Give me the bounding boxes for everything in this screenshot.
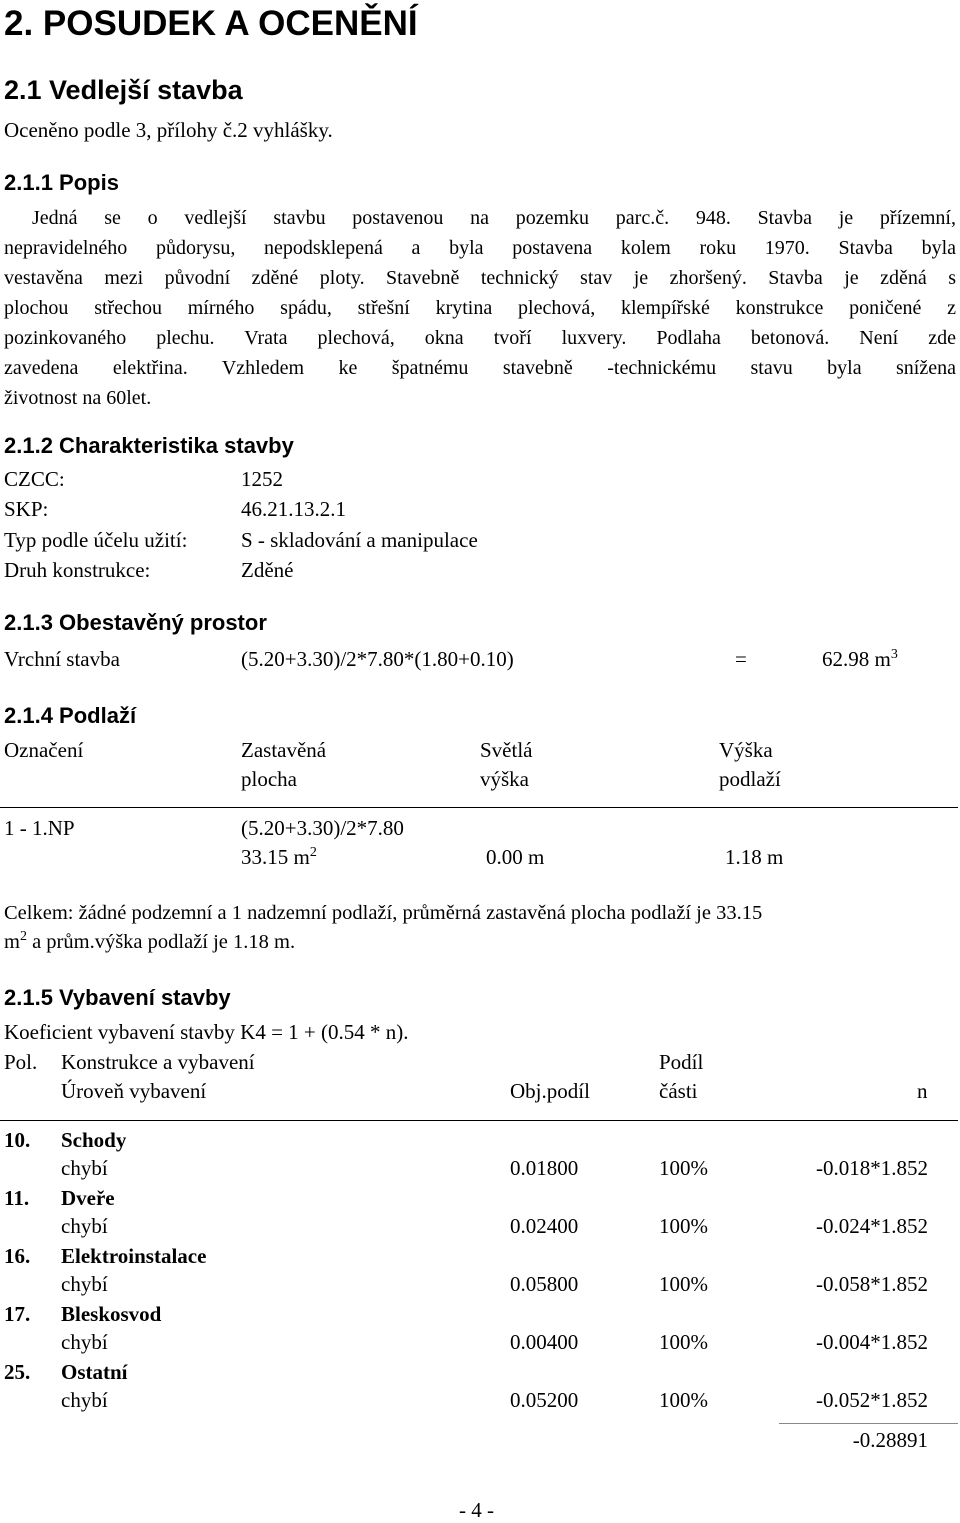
char-value-druh: Zděné <box>241 558 294 582</box>
vybaveni-header-podil: Podíl <box>659 1050 704 1074</box>
vybaveni-title: 2.1.5 Vybavení stavby <box>4 985 231 1010</box>
vybaveni-item-pol: 10. <box>4 1128 31 1152</box>
obestaveny-formula: (5.20+3.30)/2*7.80*(1.80+0.10) <box>241 647 514 671</box>
charakteristika-title: 2.1.2 Charakteristika stavby <box>4 433 294 458</box>
vybaveni-item-pct: 100% <box>659 1214 708 1238</box>
podlazi-title: 2.1.4 Podlaží <box>4 703 137 728</box>
vybaveni-item-level: chybí <box>61 1330 108 1354</box>
vybaveni-item-obj: 0.05200 <box>510 1388 579 1412</box>
vybaveni-item-pol: 16. <box>4 1244 31 1268</box>
section-intro: Oceněno podle 3, přílohy č.2 vyhlášky. <box>4 118 333 142</box>
popis-line: plochou střechou mírného spádu, střešní krytina plechová, klempířské konstrukce poničené z <box>4 297 956 319</box>
vybaveni-item-n: -0.052*1.852 <box>816 1388 928 1412</box>
vybaveni-item-name: Dveře <box>61 1186 115 1210</box>
vybaveni-item-obj: 0.00400 <box>510 1330 579 1354</box>
char-value-typ: S - skladování a manipulace <box>241 528 478 552</box>
vybaveni-header-n: n <box>917 1079 928 1103</box>
popis-line: pozinkovaného plechu. Vrata plechová, okna tvoří luxvery. Podlaha betonová. Není zde <box>4 327 956 349</box>
vybaveni-item-n: -0.018*1.852 <box>816 1156 928 1180</box>
vybaveni-item-obj: 0.01800 <box>510 1156 579 1180</box>
podlazi-summary-unit: m <box>4 931 20 953</box>
podlazi-summary-line1: Celkem: žádné podzemní a 1 nadzemní podlaží, průměrná zastavěná plocha podlaží je 33.15 <box>4 902 763 924</box>
podlazi-row-name: 1 - 1.NP <box>4 816 75 840</box>
popis-paragraph <box>4 203 956 413</box>
vybaveni-item-n: -0.024*1.852 <box>816 1214 928 1238</box>
vybaveni-item-level: chybí <box>61 1214 108 1238</box>
popis-line: Jedná se o vedlejší stavbu postavenou na pozemku parc.č. 948. Stavba je přízemní, <box>32 207 956 229</box>
podlazi-header-svetla: Světlá <box>480 738 533 762</box>
popis-title: 2.1.1 Popis <box>4 170 119 195</box>
vybaveni-item-n: -0.058*1.852 <box>816 1272 928 1296</box>
vybaveni-item-obj: 0.02400 <box>510 1214 579 1238</box>
podlazi-summary-rest: a prům.výška podlaží je 1.18 m. <box>26 931 296 953</box>
vybaveni-item-obj: 0.05800 <box>510 1272 579 1296</box>
vybaveni-item-pct: 100% <box>659 1330 708 1354</box>
podlazi-header-vyska: výška <box>480 767 529 791</box>
char-value-skp: 46.21.13.2.1 <box>241 497 346 521</box>
char-value-czcc: 1252 <box>241 467 283 491</box>
vybaveni-item-level: chybí <box>61 1156 108 1180</box>
vybaveni-item-pct: 100% <box>659 1388 708 1412</box>
vybaveni-header-pol: Pol. <box>4 1050 38 1074</box>
char-label-czcc: CZCC: <box>4 467 65 491</box>
vybaveni-item-pct: 100% <box>659 1156 708 1180</box>
podlazi-row-formula: (5.20+3.30)/2*7.80 <box>241 816 404 840</box>
vybaveni-item-name: Ostatní <box>61 1360 128 1384</box>
vybaveni-header-obj: Obj.podíl <box>510 1079 590 1103</box>
char-label-skp: SKP: <box>4 497 49 521</box>
popis-line: vestavěna mezi původní zděné ploty. Stavebně technický stav je zhoršený. Stavba je zděná s <box>4 267 956 289</box>
vybaveni-item-pol: 11. <box>4 1186 30 1210</box>
obestaveny-value <box>822 647 898 672</box>
podlazi-summary-line2 <box>4 931 295 954</box>
total-divider <box>779 1423 958 1424</box>
vybaveni-item-pct: 100% <box>659 1272 708 1296</box>
podlazi-header-zastavena: Zastavěná <box>241 738 327 762</box>
vybaveni-item-pol: 17. <box>4 1302 31 1326</box>
obestaveny-unit-sup: 3 <box>890 647 898 662</box>
vybaveni-item-level: chybí <box>61 1272 108 1296</box>
char-label-typ: Typ podle účelu užití: <box>4 528 188 552</box>
page-number: - 4 - <box>459 1498 494 1522</box>
vybaveni-item-name: Schody <box>61 1128 127 1152</box>
vybaveni-header-casti: části <box>659 1079 698 1103</box>
podlazi-row-clear-height: 0.00 m <box>486 845 545 869</box>
podlazi-header-plocha: plocha <box>241 767 297 791</box>
podlazi-header-podlazi: podlaží <box>719 767 781 791</box>
podlazi-row-area <box>241 845 317 870</box>
obestaveny-title: 2.1.3 Obestavěný prostor <box>4 610 267 635</box>
vybaveni-item-n: -0.004*1.852 <box>816 1330 928 1354</box>
podlazi-summary-sup: 2 <box>19 929 27 945</box>
vybaveni-item-name: Elektroinstalace <box>61 1244 207 1268</box>
podlazi-header-oznaceni: Označení <box>4 738 84 762</box>
popis-line: zavedena elektřina. Vzhledem ke špatnému stavebně -technickému stavu byla snížena <box>4 357 956 379</box>
popis-line: nepravidelného půdorysu, nepodsklepená a byla postavena kolem roku 1970. Stavba byla <box>4 237 956 259</box>
vybaveni-koeficient: Koeficient vybavení stavby K4 = 1 + (0.54 * n). <box>4 1020 409 1044</box>
vybaveni-item-pol: 25. <box>4 1360 31 1384</box>
vybaveni-divider <box>0 1120 958 1121</box>
vybaveni-header-konstrukce: Konstrukce a vybavení <box>61 1050 255 1074</box>
podlazi-header-vyska-podlazi: Výška <box>719 738 773 762</box>
podlazi-row-area-number: 33.15 m <box>241 845 310 869</box>
section-title: 2.1 Vedlejší stavba <box>4 75 243 105</box>
vybaveni-item-name: Bleskosvod <box>61 1302 162 1326</box>
vybaveni-item-level: chybí <box>61 1388 108 1412</box>
char-label-druh: Druh konstrukce: <box>4 558 151 582</box>
podlazi-row-floor-height: 1.18 m <box>725 845 784 869</box>
podlazi-divider <box>0 807 958 808</box>
vybaveni-total: -0.28891 <box>852 1428 928 1452</box>
vybaveni-header-uroven: Úroveň vybavení <box>61 1079 207 1103</box>
podlazi-row-area-sup: 2 <box>309 845 317 860</box>
popis-line: životnost na 60let. <box>4 387 152 409</box>
obestaveny-equals: = <box>735 647 747 671</box>
page-heading: 2. POSUDEK A OCENĚNÍ <box>4 4 418 43</box>
obestaveny-value-number: 62.98 m <box>822 647 891 671</box>
obestaveny-label: Vrchní stavba <box>4 647 120 671</box>
